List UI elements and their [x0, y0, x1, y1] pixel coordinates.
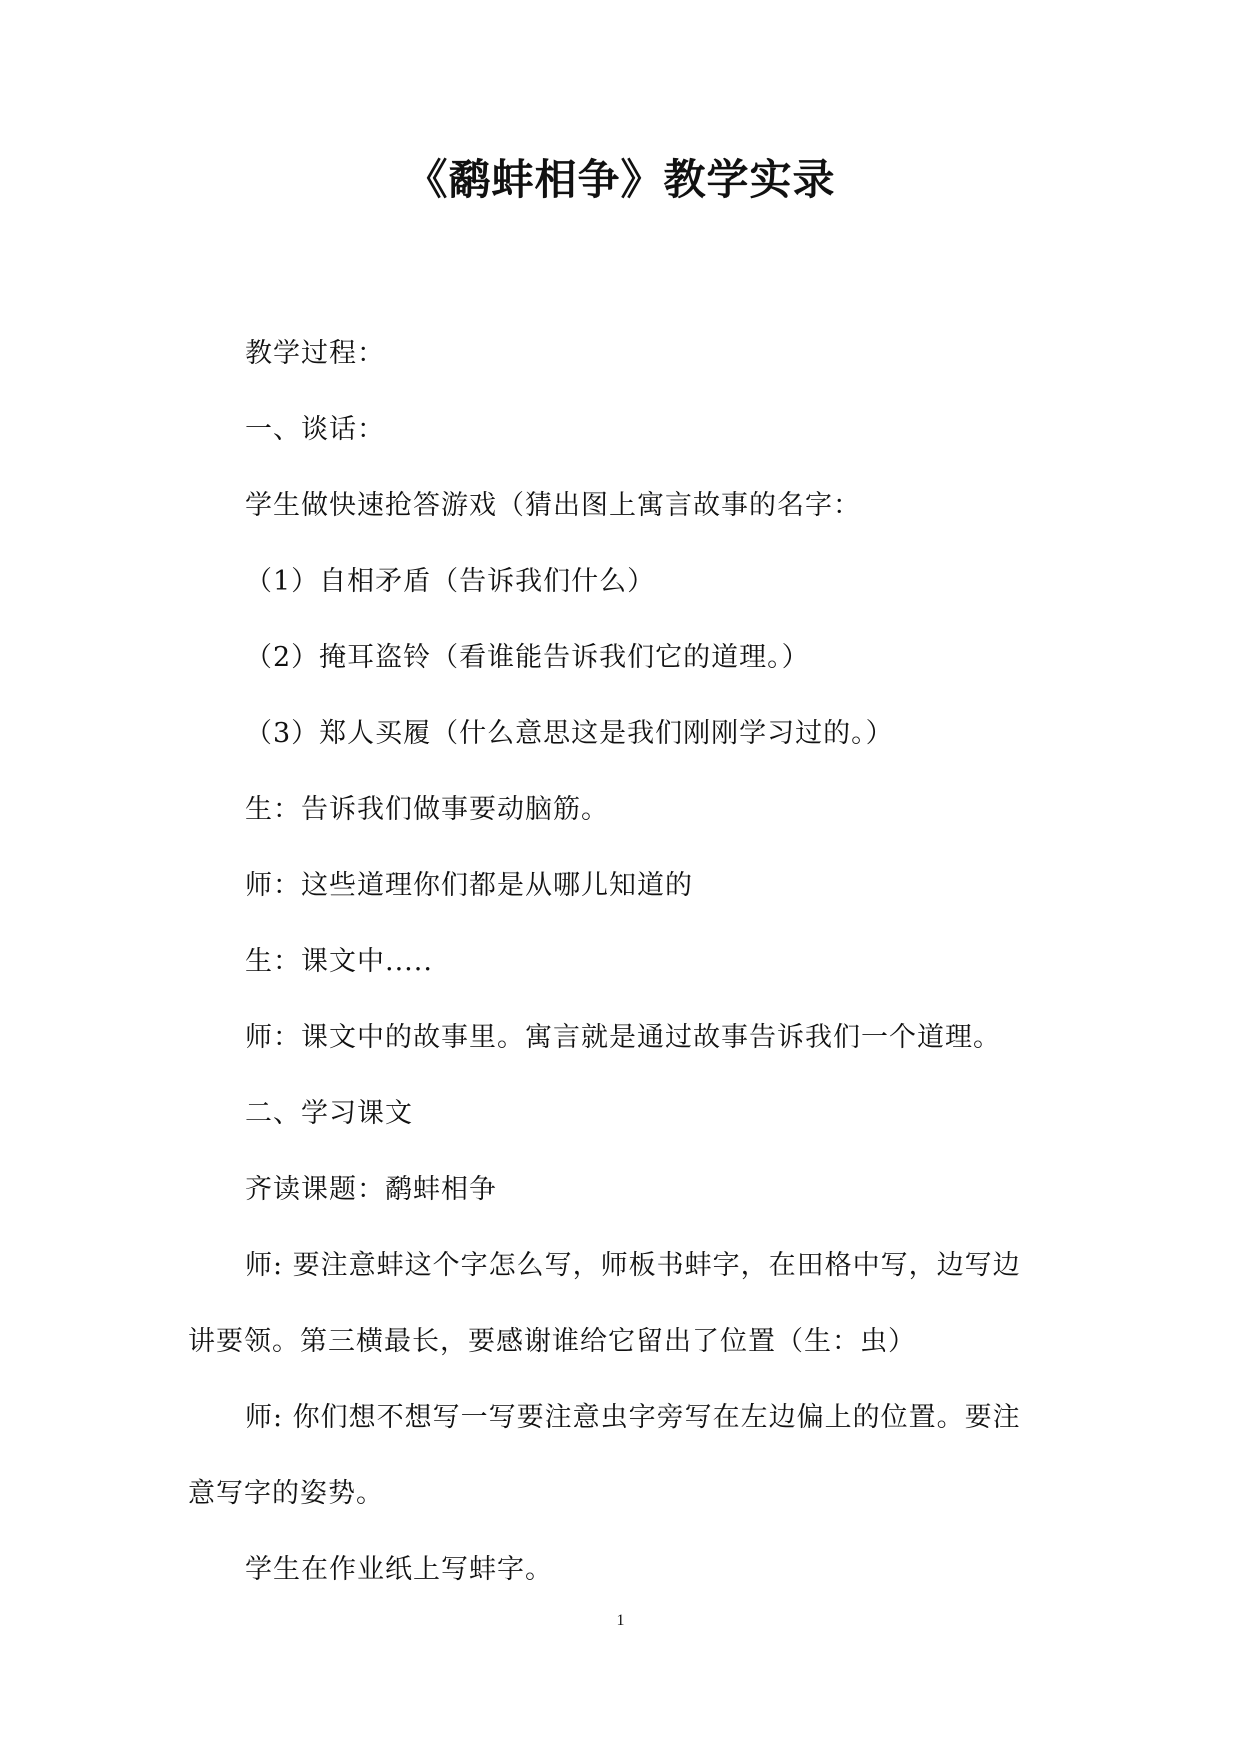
paragraph-line: 齐读课题：鹬蚌相争	[245, 1174, 497, 1205]
paragraph-line: 生：告诉我们做事要动脑筋。	[245, 794, 609, 825]
paragraph-line: 二、学习课文	[245, 1098, 413, 1129]
paragraph-line: 一、谈话：	[245, 414, 385, 445]
paragraph-line: 师：这些道理你们都是从哪儿知道的	[245, 870, 693, 901]
paragraph-line: 讲要领。第三横最长，要感谢谁给它留出了位置（生：虫）	[188, 1326, 916, 1357]
paragraph-line: 学生做快速抢答游戏（猜出图上寓言故事的名字：	[245, 490, 861, 521]
paragraph-line: （3）郑人买履（什么意思这是我们刚刚学习过的。）	[245, 718, 894, 749]
page-number: 1	[616, 1612, 625, 1629]
paragraph-line: 意写字的姿势。	[188, 1478, 384, 1509]
paragraph-line: 教学过程：	[245, 338, 385, 369]
paragraph-line: 师：课文中的故事里。寓言就是通过故事告诉我们一个道理。	[245, 1022, 1001, 1053]
paragraph-line: 学生在作业纸上写蚌字。	[245, 1554, 553, 1585]
paragraph-line: 师: 要注意蚌这个字怎么写，师板书蚌字，在田格中写，边写边	[245, 1250, 1021, 1281]
paragraph-line: 师: 你们想不想写一写要注意虫字旁写在左边偏上的位置。要注	[245, 1402, 1021, 1433]
paragraph-line: （2）掩耳盗铃（看谁能告诉我们它的道理。）	[245, 642, 810, 673]
document-title: 《鹬蚌相争》教学实录	[405, 155, 836, 204]
paragraph-line: 生：课文中.....	[245, 946, 433, 977]
paragraph-line: （1）自相矛盾（告诉我们什么）	[245, 566, 656, 597]
